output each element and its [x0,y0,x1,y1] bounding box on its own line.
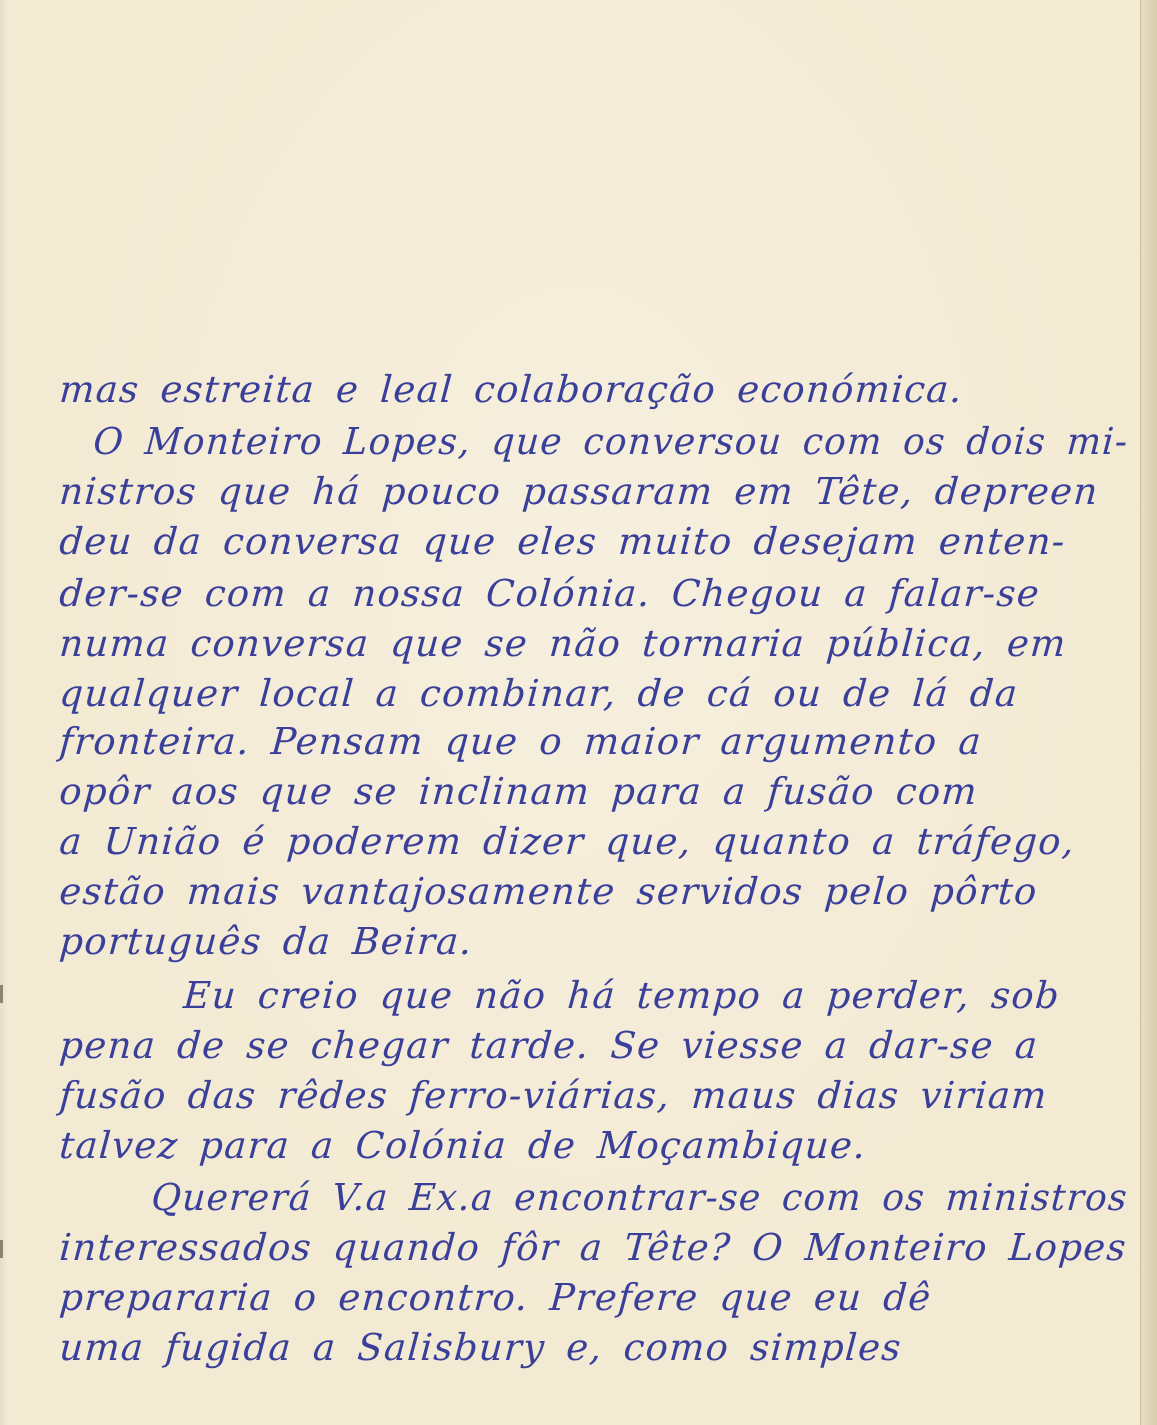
letter-line: O Monteiro Lopes, que conversou com os dois mi- [92,420,1131,463]
letter-line: numa conversa que se não tornaria pública, em [58,622,1069,665]
letter-line: interessados quando fôr a Tête? O Monteiro Lopes [58,1226,1129,1269]
margin-mark [0,1240,3,1258]
letter-line: qualquer local a combinar, de cá ou de lá da [58,672,1020,715]
letter-line: prepararia o encontro. Prefere que eu dê [58,1276,934,1319]
letter-line: estão mais vantajosamente servidos pelo pôrto [58,870,1040,913]
letter-line: mas estreita e leal colaboração económica. [58,368,965,411]
letter-line: talvez para a Colónia de Moçambique. [58,1124,868,1167]
letter-line: fronteira. Pensam que o maior argumento a [58,720,984,763]
letter-line: pena de se chegar tarde. Se viesse a dar-se a [58,1024,1040,1067]
letter-line: deu da conversa que eles muito desejam enten- [58,520,1068,563]
letter-line: opôr aos que se inclinam para a fusão com [58,770,980,813]
letter-line: der-se com a nossa Colónia. Chegou a falar-se [58,572,1042,615]
letter-line: nistros que há pouco passaram em Tête, depreen [58,470,1101,513]
letter-line: Quererá V.a Ex.a encontrar-se com os ministros [150,1176,1130,1219]
letter-line: uma fugida a Salisbury e, como simples [58,1326,904,1369]
page-edge [1140,0,1157,1425]
letter-line: a União é poderem dizer que, quanto a tráfego, [58,820,1077,863]
margin-mark [0,985,3,1003]
letter-line: fusão das rêdes ferro-viárias, maus dias viriam [58,1074,1050,1117]
letter-line: Eu creio que não há tempo a perder, sob [182,974,1062,1017]
letter-line: português da Beira. [58,920,475,963]
